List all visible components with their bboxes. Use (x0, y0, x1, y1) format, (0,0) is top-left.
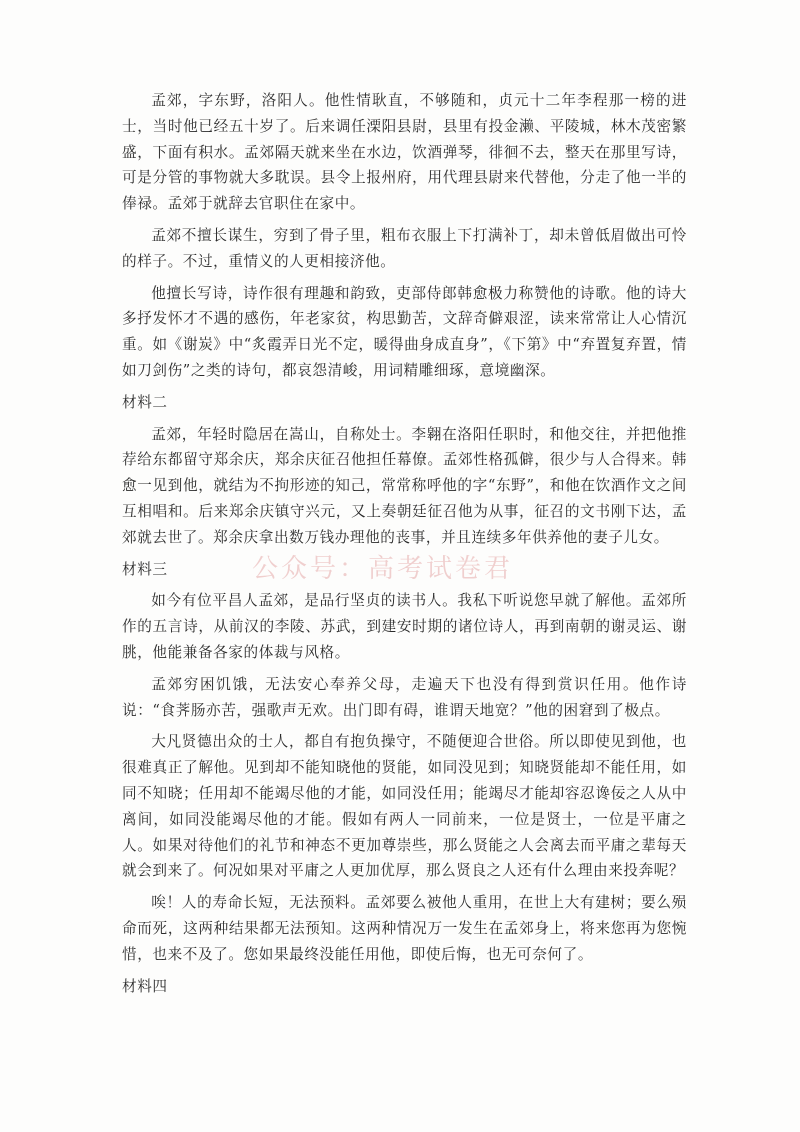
document-body (122, 88, 687, 1005)
paragraph: 孟郊，年轻时隐居在嵩山，自称处士。李翱在洛阳任职时，和他交往，并把他推荐给东都留守郑余庆，郑余庆征召他担任幕僚。孟郊性格孤僻，很少与人合得来。韩愈一见到他，就结为不拘形迹的知己，常常称呼他的字“东野”，和他在饮酒作文之间互相唱和。后来郑余庆镇守兴元，又上奏朝廷征召他为从事，征召的文书刚下达，孟郊就去世了。郑余庆拿出数万钱办理他的丧事，并且连续多年供养他的妻子儿女。 (122, 425, 687, 546)
paragraph: 唉！人的寿命长短，无法预料。孟郊要么被他人重用，在世上大有建树；要么殒命而死，这两种结果都无法预知。这两种情况万一发生在孟郊身上，将来您再为您惋惜，也来不及了。您如果最终没能任用他，即使后悔，也无可奈何了。 (122, 894, 687, 963)
section-heading: 材料四 (122, 977, 168, 995)
watermark: 公众号：高考试卷君 (252, 554, 514, 584)
paragraph: 孟郊穷困饥饿，无法安心奉养父母，走遍天下也没有得到赏识任用。他作诗说：“食荠肠亦苦，强歌声无欢。出门即有碍，谁谓天地宽？”他的困窘到了极点。 (122, 675, 687, 719)
paragraph: 大凡贤德出众的士人，都自有抱负操守，不随便迎合世俗。所以即使见到他，也很难真正了解他。见到却不能知晓他的贤能，如同没见到；知晓贤能却不能任用，如同不知晓；任用却不能竭尽他的才能，如同没任用；能竭尽才能却容忍谗佞之人从中离间，如同没能竭尽他的才能。假如有两人一同前来，一位是贤士，一位是平庸之人。如果对待他们的礼节和神态不更加尊崇些，那么贤能之人会离去而平庸之辈每天就会到来了。何况如果对平庸之人更加优厚，那么贤良之人还有什么理由来投奔呢？ (122, 733, 687, 880)
paragraph: 孟郊不擅长谋生，穷到了骨子里，粗布衣服上下打满补丁，却未曾低眉做出可怜的样子。不过，重情义的人更相接济他。 (122, 226, 687, 270)
section-heading: 材料三 (122, 560, 168, 578)
section-heading: 材料二 (122, 393, 168, 411)
paragraph: 如今有位平昌人孟郊，是品行坚贞的读书人。我私下听说您早就了解他。孟郊所作的五言诗，从前汉的李陵、苏武，到建安时期的诸位诗人，再到南朝的谢灵运、谢朓，他能兼备各家的体裁与风格。 (122, 592, 687, 661)
paragraph: 孟郊，字东野，洛阳人。他性情耿直，不够随和，贞元十二年李程那一榜的进士，当时他已经五十岁了。后来调任溧阳县尉，县里有投金濑、平陵城，林木茂密繁盛，下面有积水。孟郊隔天就来坐在水边，饮酒弹琴，徘徊不去，整天在那里写诗，可是分管的事物就大多耽误。县令上报州府，用代理县尉来代替他，分走了他一半的俸禄。孟郊于就辞去官职住在家中。 (122, 92, 687, 213)
paragraph: 他擅长写诗，诗作很有理趣和韵致，吏部侍郎韩愈极力称赞他的诗歌。他的诗大多抒发怀才不遇的感伤，年老家贫，构思勤苦，文辞奇僻艰涩，读来常常让人心情沉重。如《谢炭》中“炙霞弄日光不定，暖得曲身成直身”，《下第》中“弃置复弃置，情如刀剑伤”之类的诗句，都哀怨清峻，用词精雕细琢，意境幽深。 (122, 284, 687, 379)
